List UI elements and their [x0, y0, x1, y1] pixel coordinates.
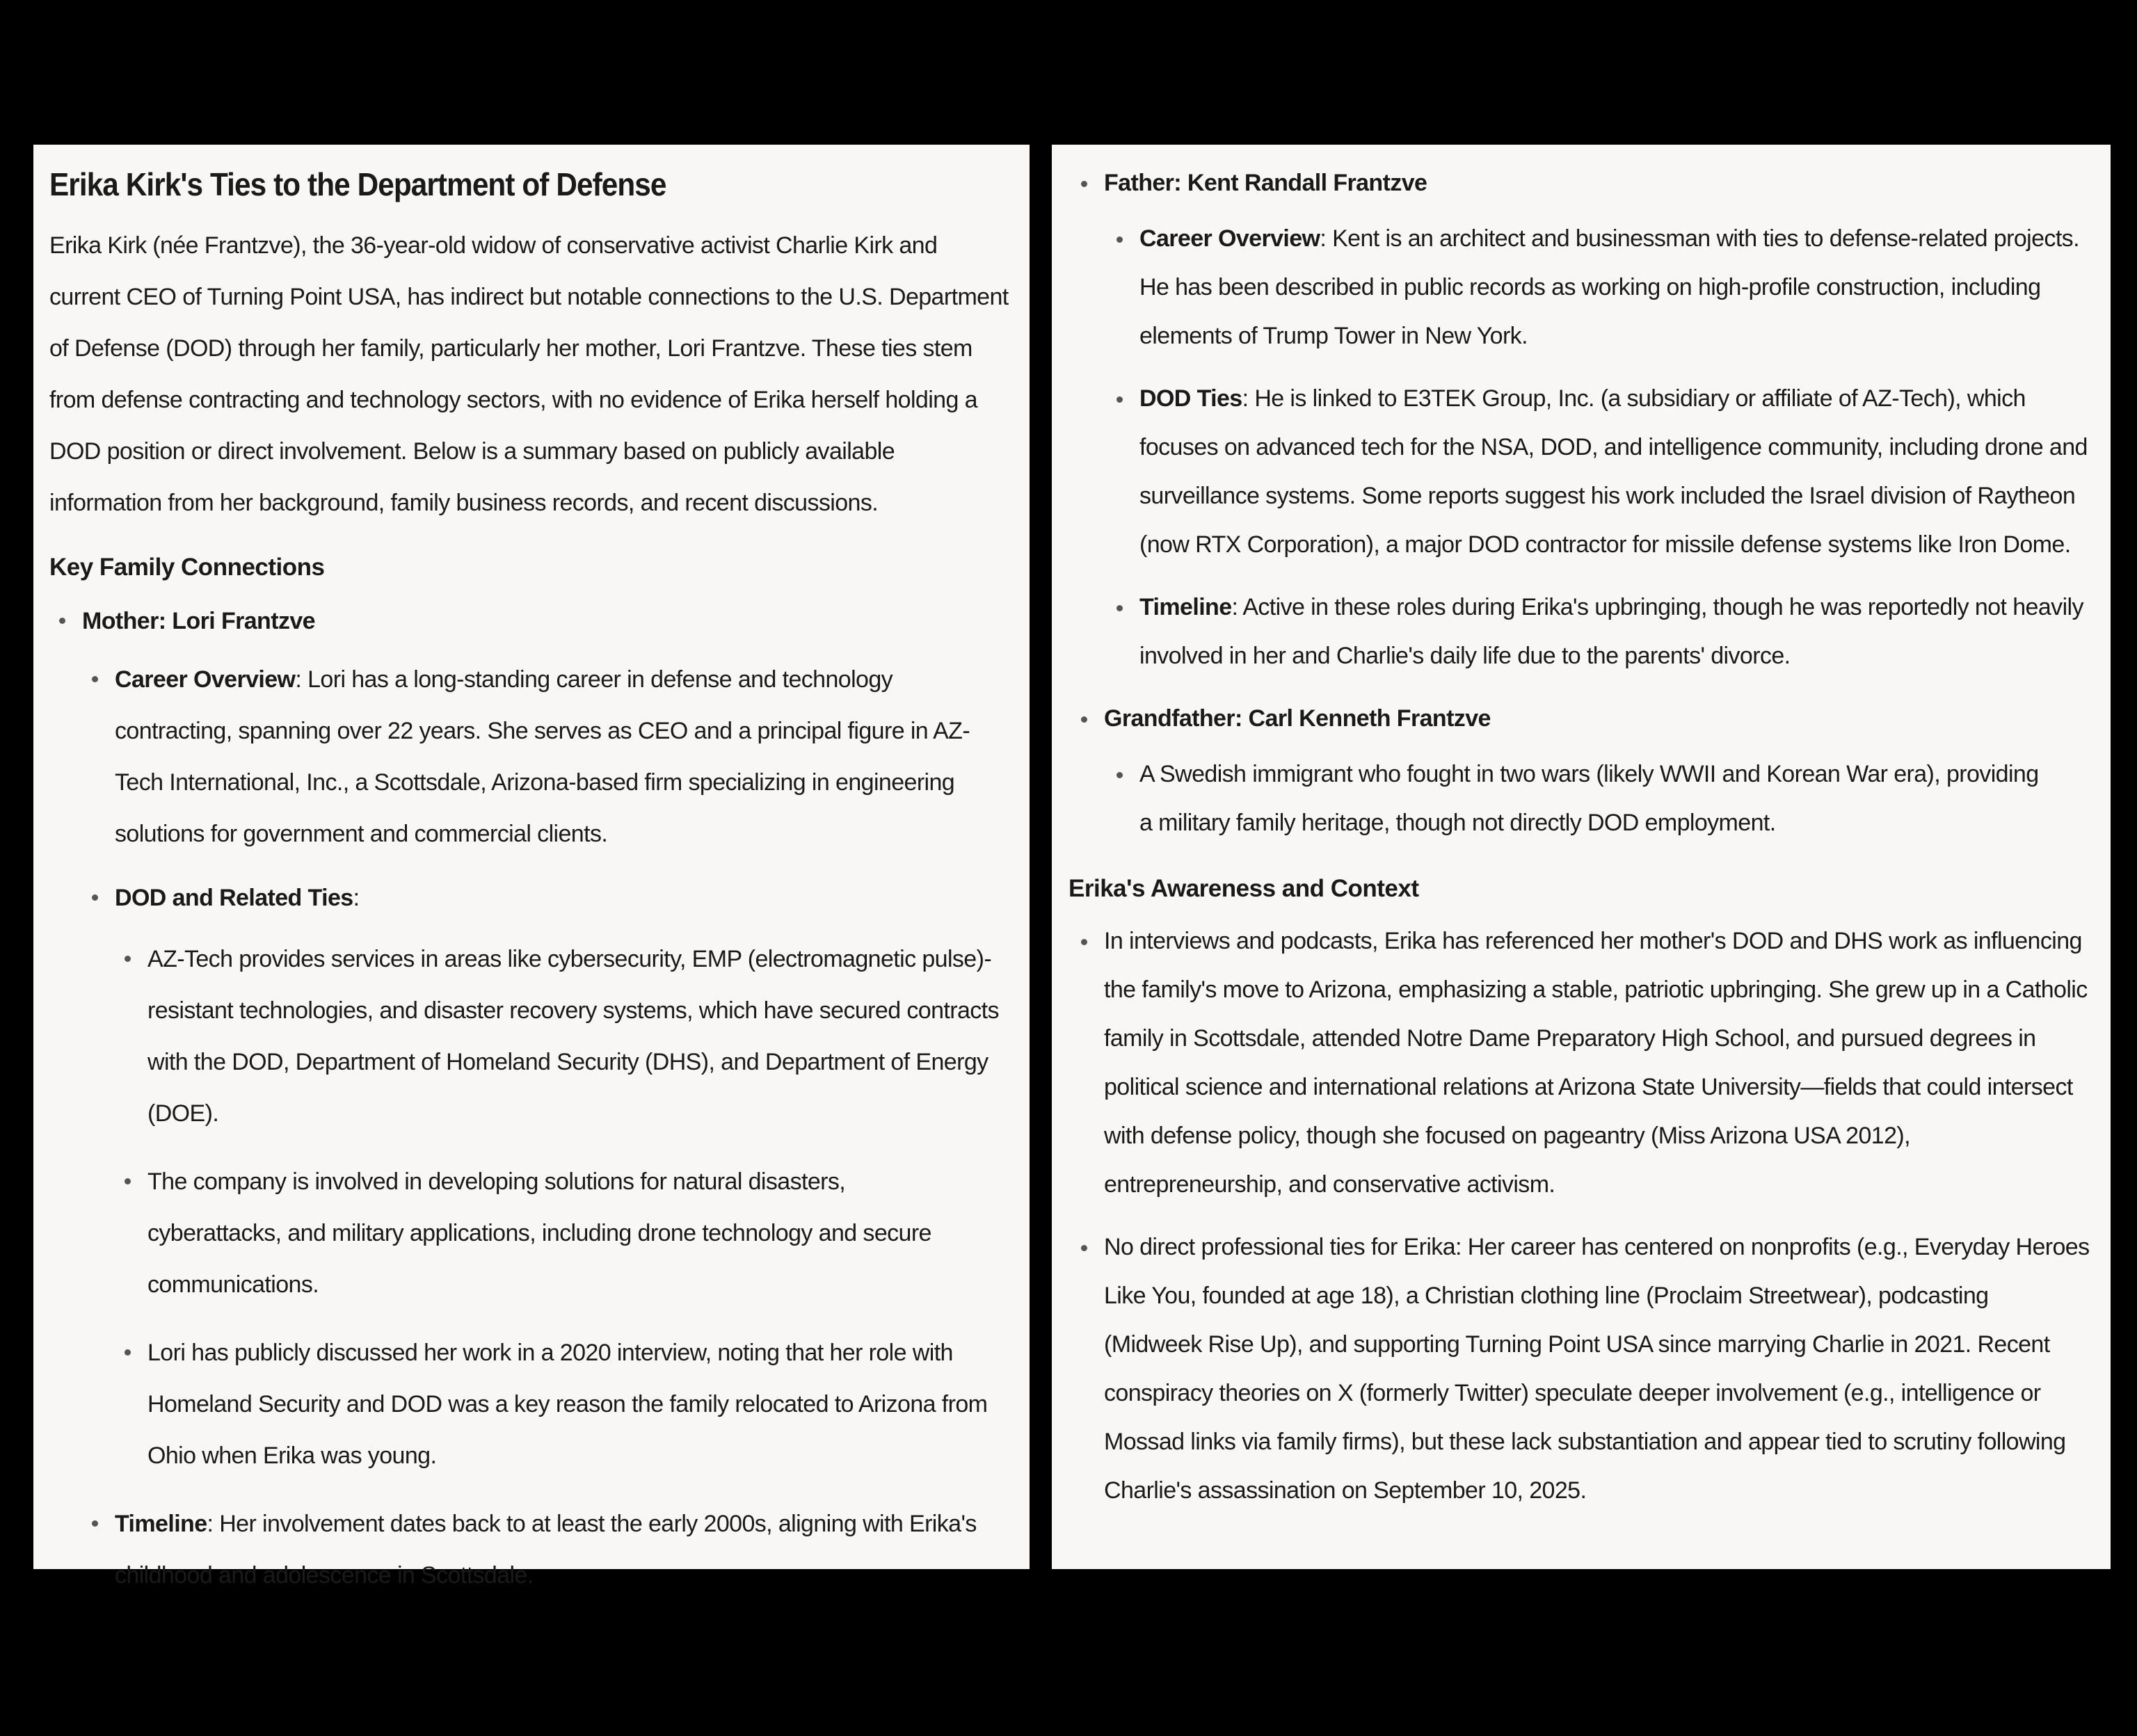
- dod-details-list: [115, 933, 1030, 1481]
- timeline-label: Timeline: [115, 1511, 207, 1537]
- family-list-continued: [1068, 159, 2111, 847]
- left-screenshot-panel: [33, 145, 1030, 1589]
- dod-suffix: :: [353, 885, 360, 911]
- context-list: [1068, 917, 2111, 1515]
- father-dod-label: DOD Ties: [1139, 385, 1242, 412]
- father-dod-text: : He is linked to E3TEK Group, Inc. (a subsidiary or affiliate of AZ-Tech), which focuses on advanced tech for the NSA, DOD, and intelligence community, including drone and surveillance systems. Some reports suggest his work included the Israel division of Raytheon (now RTX Corporation), a major DOD contractor for missile defense systems like Iron Dome.: [1139, 385, 2088, 558]
- list-item-context-1: In interviews and podcasts, Erika has referenced her mother's DOD and DHS work as influencing the family's move to Arizona, emphasizing a stable, patriotic upbringing. She grew up in a Catholic family in Scottsdale, attended Notre Dame Preparatory High School, and pursued degrees in political science and international relations at Arizona State University—fields that could intersect with defense policy, though she focused on pageantry (Miss Arizona USA 2012), entrepreneurship, and conservative activism.: [1104, 917, 2092, 1209]
- list-item-dod: [115, 872, 1030, 1481]
- father-career-text: : Kent is an architect and businessman with ties to defense-related projects. He has been described in public records as working on high-profile construction, including elements of Trump Tower in New York.: [1139, 225, 2079, 349]
- list-item-father-timeline: [1139, 583, 2106, 680]
- father-career-label: Career Overview: [1139, 225, 1320, 252]
- list-item-dod-2: The company is involved in developing solutions for natural disasters, cyberattacks, and military applications, including drone technology and secure communications.: [147, 1156, 982, 1310]
- right-screenshot-panel: [1052, 145, 2111, 1569]
- list-item-dod-3: Lori has publicly discussed her work in a 2020 interview, noting that her role with Homeland Security and DOD was a key reason the family relocated to Arizona from Ohio when Erika was young.: [147, 1327, 1010, 1481]
- list-item-father-career: [1139, 214, 2106, 360]
- father-details-list: [1104, 214, 2111, 680]
- intro-paragraph: Erika Kirk (née Frantzve), the 36-year-old widow of conservative activist Charlie Kirk and current CEO of Turning Point USA, has indirect but notable connections to the U.S. Department of Defense (DOD) through her family, particularly her mother, Lori Frantzve. These ties stem from defense contracting and technology sectors, with no evidence of Erika herself holding a DOD position or direct involvement. Below is a summary based on publicly available information from her background, family business records, and recent discussions.: [49, 232, 1009, 516]
- timeline-text: : Her involvement dates back to at least the early 2000s, aligning with Erika's childhood and adolescence in Scottsdale.: [115, 1511, 977, 1589]
- list-item-father: [1104, 159, 2111, 680]
- list-item-grandfather-text: A Swedish immigrant who fought in two wars (likely WWII and Korean War era), providing a military family heritage, though not directly DOD employment.: [1139, 750, 2044, 847]
- father-label: Father: Kent Randall Frantzve: [1104, 170, 1427, 196]
- grandfather-details-list: [1104, 750, 2111, 847]
- section-heading-context: Erika's Awareness and Context: [1068, 875, 1419, 902]
- father-timeline-label: Timeline: [1139, 594, 1232, 620]
- list-item-context-2: No direct professional ties for Erika: Her career has centered on nonprofits (e.g., Everyday Heroes Like You, founded at age 18), a Christian clothing line (Proclaim Streetwear), podcasting (Midweek Rise Up), and supporting Turning Point USA since marrying Charlie in 2021. Recent conspiracy theories on X (formerly Twitter) speculate deeper involvement (e.g., intelligence or Mossad links via family firms), but these lack substantiation and appear tied to scrutiny following Charlie's assassination on September 10, 2025.: [1104, 1223, 2092, 1515]
- mother-label: Mother: Lori Frantzve: [82, 608, 315, 634]
- mother-details-list: [82, 654, 1030, 1601]
- page-title: Erika Kirk's Ties to the Department of Defense: [49, 166, 666, 202]
- section-heading-family: Key Family Connections: [49, 554, 325, 581]
- grandfather-label: Grandfather: Carl Kenneth Frantzve: [1104, 705, 1491, 732]
- list-item-career: [115, 654, 1005, 860]
- list-item-dod-1: AZ-Tech provides services in areas like cybersecurity, EMP (electromagnetic pulse)-resistant technologies, and disaster recovery systems, which have secured contracts with the DOD, Department of Homeland Security (DHS), and Department of Energy (DOE).: [147, 933, 1010, 1139]
- list-item-father-dod: [1139, 374, 2106, 569]
- list-item-timeline: [115, 1498, 1005, 1601]
- father-timeline-text: : Active in these roles during Erika's upbringing, though he was reportedly not heavily involved in her and Charlie's daily life due to the parents' divorce.: [1139, 594, 2083, 669]
- family-list: [49, 595, 1030, 1601]
- list-item-mother: [82, 595, 1030, 1601]
- list-item-grandfather: [1104, 694, 2111, 847]
- dod-label: DOD and Related Ties: [115, 885, 353, 911]
- career-text: : Lori has a long-standing career in defense and technology contracting, spanning over 22 years. She serves as CEO and a principal figure in AZ-Tech International, Inc., a Scottsdale, Arizona-based firm specializing in engineering solutions for government and commercial clients.: [115, 666, 970, 847]
- career-label: Career Overview: [115, 666, 296, 693]
